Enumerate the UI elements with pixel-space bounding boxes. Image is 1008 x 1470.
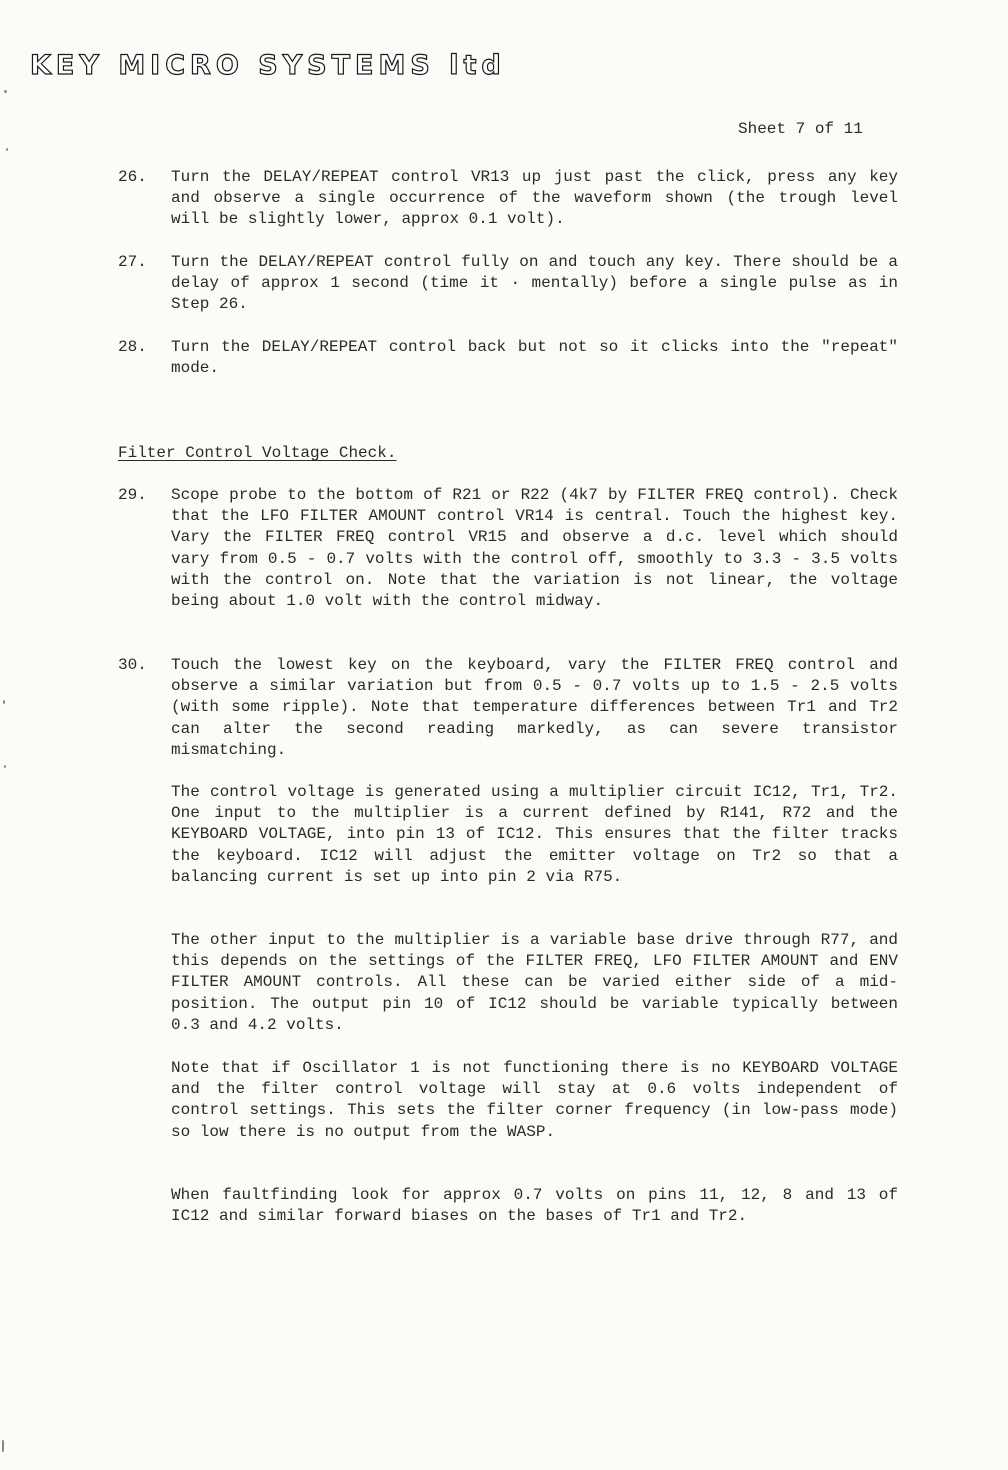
section-heading: Filter Control Voltage Check. — [118, 444, 397, 462]
scan-speck — [4, 765, 6, 768]
step-text: Scope probe to the bottom of R21 or R22 (4k7 by FILTER FREQ control). Check that the LFO FILTER AMOUNT control VR14 is central. Touch the highest key. Vary the FILTER FREQ control VR15 and observe a d.c. level which should vary from 0.5 - 0.7 volts with the control off, smoothly to 3.3 - 3.5 volts with the control on. Note that the variation is not linear, the voltage being about 1.0 volt with the control midway. — [171, 486, 898, 611]
step-30 — [118, 655, 898, 761]
step-text: Turn the DELAY/REPEAT control back but not so it clicks into the "repeat" mode. — [171, 338, 898, 378]
step-27 — [118, 252, 898, 316]
scan-speck — [2, 1440, 4, 1452]
paragraph-other-input: The other input to the multiplier is a variable base drive through R77, and this depends on the settings of the FILTER FREQ, LFO FILTER AMOUNT and ENV FILTER AMOUNT controls. All these can be varied either side of a mid-position. The output pin 10 of IC12 should be variable typically between 0.3 and 4.2 volts. — [171, 931, 898, 1034]
step-number: 27. — [118, 253, 147, 271]
scan-speck — [6, 148, 8, 151]
step-text: Touch the lowest key on the keyboard, vary the FILTER FREQ control and observe a similar variation but from 0.5 - 0.7 volts up to 1.5 - 2.5 volts (with some ripple). Note that temperature differences between Tr1 and Tr2 can alter the second reading markedly, as can severe transistor mismatching. — [171, 656, 898, 759]
step-29 — [118, 485, 898, 612]
step-26 — [118, 167, 898, 231]
step-number: 30. — [118, 656, 147, 674]
scan-speck — [4, 90, 7, 93]
step-28 — [118, 337, 898, 379]
sheet-number: Sheet 7 of 11 — [738, 120, 863, 138]
step-text: Turn the DELAY/REPEAT control fully on and touch any key. There should be a delay of approx 1 second (time it · mentally) before a single pulse as in Step 26. — [171, 253, 898, 314]
scan-speck — [3, 700, 5, 704]
paragraph-control-voltage: The control voltage is generated using a multiplier circuit IC12, Tr1, Tr2. One input to the multiplier is a current defined by R141, R72 and the KEYBOARD VOLTAGE, into pin 13 of IC12. This ensures that the filter tracks the keyboard. IC12 will adjust the emitter voltage on Tr2 so that a balancing current is set up into pin 2 via R75. — [171, 783, 898, 886]
paragraph-faultfinding: When faultfinding look for approx 0.7 volts on pins 11, 12, 8 and 13 of IC12 and similar forward biases on the bases of Tr1 and Tr2. — [171, 1186, 898, 1226]
step-number: 28. — [118, 338, 147, 356]
company-logo: KEY MICRO SYSTEMS ltd — [30, 50, 506, 81]
step-number: 26. — [118, 168, 147, 186]
paragraph-oscillator-note: Note that if Oscillator 1 is not functioning there is no KEYBOARD VOLTAGE and the filter control voltage will stay at 0.6 volts independent of control settings. This sets the filter corner frequency (in low-pass mode) so low there is no output from the WASP. — [171, 1059, 898, 1141]
step-text: Turn the DELAY/REPEAT control VR13 up just past the click, press any key and observe a single occurrence of the waveform shown (the trough level will be slightly lower, approx 0.1 volt). — [171, 168, 898, 229]
step-number: 29. — [118, 486, 147, 504]
